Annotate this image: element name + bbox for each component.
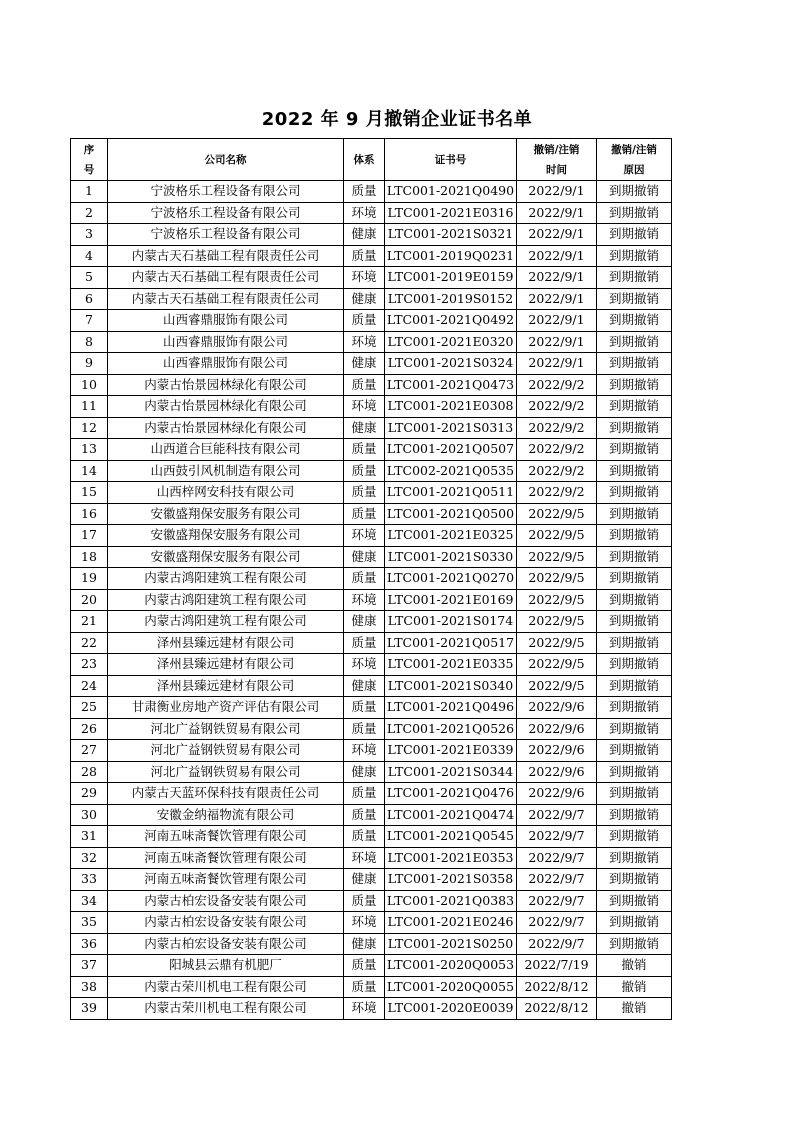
table-row bbox=[71, 439, 672, 461]
page-title: 2022 年 9 月撤销企业证书名单 bbox=[261, 109, 533, 130]
table-row bbox=[71, 826, 672, 848]
cell-system: 质量 bbox=[344, 697, 385, 719]
cell-cert: LTC001-2021Q0383 bbox=[385, 890, 517, 912]
table-row bbox=[71, 783, 672, 805]
cell-company: 内蒙古鸿阳建筑工程有限公司 bbox=[108, 611, 344, 633]
table-row bbox=[71, 202, 672, 224]
cell-system: 质量 bbox=[344, 439, 385, 461]
cell-date: 2022/9/7 bbox=[517, 912, 597, 934]
cell-reason: 到期撤销 bbox=[597, 568, 672, 590]
cell-no: 19 bbox=[71, 568, 108, 590]
cell-cert: LTC001-2021S0321 bbox=[385, 224, 517, 246]
table-row bbox=[71, 396, 672, 418]
revoked-certificates-table bbox=[70, 138, 672, 1020]
cell-system: 环境 bbox=[344, 331, 385, 353]
cell-date: 2022/9/1 bbox=[517, 310, 597, 332]
cell-date: 2022/9/7 bbox=[517, 847, 597, 869]
cell-date: 2022/9/5 bbox=[517, 568, 597, 590]
cell-system: 健康 bbox=[344, 546, 385, 568]
cell-no: 16 bbox=[71, 503, 108, 525]
cell-no: 15 bbox=[71, 482, 108, 504]
cell-system: 环境 bbox=[344, 847, 385, 869]
table-row bbox=[71, 288, 672, 310]
cell-company: 内蒙古荣川机电工程有限公司 bbox=[108, 998, 344, 1020]
header-cert: 证书号 bbox=[385, 139, 517, 181]
cell-company: 安徽盛翔保安服务有限公司 bbox=[108, 525, 344, 547]
cell-reason: 到期撤销 bbox=[597, 783, 672, 805]
cell-cert: LTC001-2019Q0231 bbox=[385, 245, 517, 267]
cell-date: 2022/9/5 bbox=[517, 675, 597, 697]
header-system: 体系 bbox=[344, 139, 385, 181]
cell-reason: 到期撤销 bbox=[597, 933, 672, 955]
cell-system: 环境 bbox=[344, 589, 385, 611]
cell-date: 2022/9/6 bbox=[517, 740, 597, 762]
cell-date: 2022/9/7 bbox=[517, 933, 597, 955]
table-row bbox=[71, 460, 672, 482]
cell-company: 内蒙古荣川机电工程有限公司 bbox=[108, 976, 344, 998]
table-row bbox=[71, 912, 672, 934]
cell-reason: 到期撤销 bbox=[597, 202, 672, 224]
cell-reason: 到期撤销 bbox=[597, 546, 672, 568]
cell-system: 健康 bbox=[344, 611, 385, 633]
table-row bbox=[71, 632, 672, 654]
cell-company: 甘肃衡业房地产资产评估有限公司 bbox=[108, 697, 344, 719]
cell-no: 34 bbox=[71, 890, 108, 912]
cell-date: 2022/9/5 bbox=[517, 654, 597, 676]
cell-no: 23 bbox=[71, 654, 108, 676]
cell-system: 环境 bbox=[344, 912, 385, 934]
cell-reason: 到期撤销 bbox=[597, 439, 672, 461]
cell-reason: 到期撤销 bbox=[597, 804, 672, 826]
cell-no: 27 bbox=[71, 740, 108, 762]
cell-cert: LTC001-2021Q0473 bbox=[385, 374, 517, 396]
cell-date: 2022/9/2 bbox=[517, 439, 597, 461]
cell-no: 6 bbox=[71, 288, 108, 310]
table-row bbox=[71, 482, 672, 504]
cell-system: 健康 bbox=[344, 353, 385, 375]
table-row bbox=[71, 503, 672, 525]
table-header-row bbox=[71, 139, 672, 181]
cell-reason: 到期撤销 bbox=[597, 245, 672, 267]
cell-reason: 到期撤销 bbox=[597, 288, 672, 310]
header-time: 撤销/注销 时间 bbox=[517, 139, 597, 181]
cell-reason: 到期撤销 bbox=[597, 374, 672, 396]
cell-company: 内蒙古天石基础工程有限责任公司 bbox=[108, 267, 344, 289]
cell-cert: LTC001-2021S0174 bbox=[385, 611, 517, 633]
cell-company: 内蒙古天蓝环保科技有限责任公司 bbox=[108, 783, 344, 805]
cell-date: 2022/9/7 bbox=[517, 890, 597, 912]
cell-system: 质量 bbox=[344, 245, 385, 267]
cell-date: 2022/9/2 bbox=[517, 374, 597, 396]
cell-reason: 撤销 bbox=[597, 976, 672, 998]
cell-company: 河北广益钢铁贸易有限公司 bbox=[108, 761, 344, 783]
cell-reason: 到期撤销 bbox=[597, 525, 672, 547]
cell-system: 环境 bbox=[344, 740, 385, 762]
cell-company: 山西梓网安科技有限公司 bbox=[108, 482, 344, 504]
table-row bbox=[71, 675, 672, 697]
cell-system: 环境 bbox=[344, 396, 385, 418]
cell-date: 2022/9/5 bbox=[517, 611, 597, 633]
cell-date: 2022/9/5 bbox=[517, 546, 597, 568]
cell-company: 安徽盛翔保安服务有限公司 bbox=[108, 546, 344, 568]
cell-cert: LTC001-2021E0246 bbox=[385, 912, 517, 934]
cell-company: 泽州县臻远建材有限公司 bbox=[108, 675, 344, 697]
cell-date: 2022/9/7 bbox=[517, 804, 597, 826]
cell-no: 4 bbox=[71, 245, 108, 267]
cell-date: 2022/9/5 bbox=[517, 589, 597, 611]
cell-company: 内蒙古怡景园林绿化有限公司 bbox=[108, 374, 344, 396]
table-row bbox=[71, 374, 672, 396]
cell-date: 2022/9/7 bbox=[517, 869, 597, 891]
cell-reason: 到期撤销 bbox=[597, 890, 672, 912]
table-row bbox=[71, 697, 672, 719]
cell-company: 安徽盛翔保安服务有限公司 bbox=[108, 503, 344, 525]
cell-no: 12 bbox=[71, 417, 108, 439]
cell-company: 内蒙古怡景园林绿化有限公司 bbox=[108, 396, 344, 418]
cell-date: 2022/9/1 bbox=[517, 181, 597, 203]
cell-reason: 撤销 bbox=[597, 998, 672, 1020]
table-row bbox=[71, 310, 672, 332]
cell-system: 环境 bbox=[344, 202, 385, 224]
cell-cert: LTC001-2021E0339 bbox=[385, 740, 517, 762]
table-row bbox=[71, 546, 672, 568]
cell-cert: LTC001-2019S0152 bbox=[385, 288, 517, 310]
cell-company: 山西睿鼎服饰有限公司 bbox=[108, 331, 344, 353]
cell-system: 环境 bbox=[344, 267, 385, 289]
cell-company: 宁波格乐工程设备有限公司 bbox=[108, 202, 344, 224]
cell-company: 山西睿鼎服饰有限公司 bbox=[108, 310, 344, 332]
cell-cert: LTC001-2021S0250 bbox=[385, 933, 517, 955]
table-row bbox=[71, 847, 672, 869]
table-row bbox=[71, 804, 672, 826]
cell-reason: 到期撤销 bbox=[597, 331, 672, 353]
table-row bbox=[71, 761, 672, 783]
table-row bbox=[71, 267, 672, 289]
cell-no: 7 bbox=[71, 310, 108, 332]
cell-no: 1 bbox=[71, 181, 108, 203]
cell-company: 内蒙古鸿阳建筑工程有限公司 bbox=[108, 589, 344, 611]
cell-system: 质量 bbox=[344, 632, 385, 654]
cell-system: 健康 bbox=[344, 869, 385, 891]
cell-company: 内蒙古天石基础工程有限责任公司 bbox=[108, 288, 344, 310]
cell-no: 29 bbox=[71, 783, 108, 805]
cell-company: 宁波格乐工程设备有限公司 bbox=[108, 224, 344, 246]
cell-no: 24 bbox=[71, 675, 108, 697]
cell-system: 健康 bbox=[344, 933, 385, 955]
cell-cert: LTC001-2021S0330 bbox=[385, 546, 517, 568]
cell-cert: LTC001-2021S0313 bbox=[385, 417, 517, 439]
cell-reason: 到期撤销 bbox=[597, 826, 672, 848]
cell-cert: LTC001-2021Q0492 bbox=[385, 310, 517, 332]
cell-system: 质量 bbox=[344, 976, 385, 998]
cell-cert: LTC001-2021E0316 bbox=[385, 202, 517, 224]
table-row bbox=[71, 224, 672, 246]
cell-cert: LTC002-2021Q0535 bbox=[385, 460, 517, 482]
cell-company: 内蒙古柏宏设备安装有限公司 bbox=[108, 890, 344, 912]
cell-date: 2022/9/5 bbox=[517, 503, 597, 525]
cell-cert: LTC001-2021S0340 bbox=[385, 675, 517, 697]
cell-reason: 到期撤销 bbox=[597, 675, 672, 697]
cell-date: 2022/7/19 bbox=[517, 955, 597, 977]
cell-company: 宁波格乐工程设备有限公司 bbox=[108, 181, 344, 203]
table-row bbox=[71, 245, 672, 267]
cell-company: 安徽金纳福物流有限公司 bbox=[108, 804, 344, 826]
cell-no: 35 bbox=[71, 912, 108, 934]
table-row bbox=[71, 417, 672, 439]
cell-cert: LTC001-2021Q0490 bbox=[385, 181, 517, 203]
cell-company: 山西鼓引风机制造有限公司 bbox=[108, 460, 344, 482]
cell-cert: LTC001-2021Q0511 bbox=[385, 482, 517, 504]
cell-no: 31 bbox=[71, 826, 108, 848]
cell-no: 9 bbox=[71, 353, 108, 375]
cell-company: 河南五味斋餐饮管理有限公司 bbox=[108, 869, 344, 891]
cell-date: 2022/9/2 bbox=[517, 482, 597, 504]
cell-company: 内蒙古柏宏设备安装有限公司 bbox=[108, 912, 344, 934]
cell-date: 2022/9/5 bbox=[517, 525, 597, 547]
cell-cert: LTC001-2020E0039 bbox=[385, 998, 517, 1020]
cell-system: 健康 bbox=[344, 675, 385, 697]
cell-no: 22 bbox=[71, 632, 108, 654]
cell-company: 阳城县云鼎有机肥厂 bbox=[108, 955, 344, 977]
cell-system: 质量 bbox=[344, 890, 385, 912]
table-row bbox=[71, 611, 672, 633]
cell-reason: 撤销 bbox=[597, 955, 672, 977]
cell-no: 32 bbox=[71, 847, 108, 869]
cell-cert: LTC001-2021E0325 bbox=[385, 525, 517, 547]
cell-system: 健康 bbox=[344, 417, 385, 439]
cell-cert: LTC001-2021Q0474 bbox=[385, 804, 517, 826]
cell-no: 39 bbox=[71, 998, 108, 1020]
table-row bbox=[71, 869, 672, 891]
cell-no: 18 bbox=[71, 546, 108, 568]
cell-date: 2022/9/2 bbox=[517, 396, 597, 418]
cell-no: 17 bbox=[71, 525, 108, 547]
cell-system: 质量 bbox=[344, 804, 385, 826]
table-row bbox=[71, 976, 672, 998]
cell-no: 30 bbox=[71, 804, 108, 826]
cell-date: 2022/9/1 bbox=[517, 331, 597, 353]
cell-system: 质量 bbox=[344, 718, 385, 740]
cell-no: 20 bbox=[71, 589, 108, 611]
cell-date: 2022/8/12 bbox=[517, 976, 597, 998]
cell-system: 健康 bbox=[344, 761, 385, 783]
cell-date: 2022/9/1 bbox=[517, 202, 597, 224]
cell-date: 2022/9/6 bbox=[517, 697, 597, 719]
cell-no: 10 bbox=[71, 374, 108, 396]
cell-no: 33 bbox=[71, 869, 108, 891]
cell-cert: LTC001-2021Q0270 bbox=[385, 568, 517, 590]
cell-no: 11 bbox=[71, 396, 108, 418]
cell-cert: LTC001-2021Q0500 bbox=[385, 503, 517, 525]
cell-reason: 到期撤销 bbox=[597, 589, 672, 611]
cell-reason: 到期撤销 bbox=[597, 181, 672, 203]
table-row bbox=[71, 589, 672, 611]
cell-cert: LTC001-2021Q0545 bbox=[385, 826, 517, 848]
cell-reason: 到期撤销 bbox=[597, 761, 672, 783]
cell-reason: 到期撤销 bbox=[597, 417, 672, 439]
cell-no: 37 bbox=[71, 955, 108, 977]
cell-cert: LTC001-2021Q0526 bbox=[385, 718, 517, 740]
cell-company: 内蒙古天石基础工程有限责任公司 bbox=[108, 245, 344, 267]
cell-reason: 到期撤销 bbox=[597, 353, 672, 375]
cell-reason: 到期撤销 bbox=[597, 632, 672, 654]
cell-reason: 到期撤销 bbox=[597, 482, 672, 504]
cell-reason: 到期撤销 bbox=[597, 847, 672, 869]
cell-date: 2022/9/7 bbox=[517, 826, 597, 848]
cell-cert: LTC001-2021E0308 bbox=[385, 396, 517, 418]
cell-system: 质量 bbox=[344, 181, 385, 203]
cell-date: 2022/9/1 bbox=[517, 224, 597, 246]
cell-cert: LTC001-2021Q0496 bbox=[385, 697, 517, 719]
cell-cert: LTC001-2021S0324 bbox=[385, 353, 517, 375]
cell-no: 21 bbox=[71, 611, 108, 633]
cell-reason: 到期撤销 bbox=[597, 654, 672, 676]
cell-cert: LTC001-2021E0335 bbox=[385, 654, 517, 676]
cell-system: 健康 bbox=[344, 288, 385, 310]
cell-reason: 到期撤销 bbox=[597, 912, 672, 934]
cell-no: 8 bbox=[71, 331, 108, 353]
cell-company: 山西道合巨能科技有限公司 bbox=[108, 439, 344, 461]
cell-cert: LTC001-2021E0320 bbox=[385, 331, 517, 353]
cell-reason: 到期撤销 bbox=[597, 224, 672, 246]
cell-date: 2022/9/1 bbox=[517, 353, 597, 375]
cell-no: 28 bbox=[71, 761, 108, 783]
cell-reason: 到期撤销 bbox=[597, 869, 672, 891]
table-row bbox=[71, 181, 672, 203]
table-body bbox=[71, 181, 672, 1020]
table-row bbox=[71, 955, 672, 977]
table-row bbox=[71, 353, 672, 375]
cell-cert: LTC001-2021E0169 bbox=[385, 589, 517, 611]
table-row bbox=[71, 933, 672, 955]
table-row bbox=[71, 890, 672, 912]
cell-reason: 到期撤销 bbox=[597, 611, 672, 633]
cell-system: 质量 bbox=[344, 568, 385, 590]
cell-no: 2 bbox=[71, 202, 108, 224]
cell-system: 环境 bbox=[344, 998, 385, 1020]
cell-date: 2022/9/2 bbox=[517, 460, 597, 482]
table-row bbox=[71, 654, 672, 676]
cell-system: 环境 bbox=[344, 654, 385, 676]
cell-cert: LTC001-2021E0353 bbox=[385, 847, 517, 869]
cell-reason: 到期撤销 bbox=[597, 503, 672, 525]
table-row bbox=[71, 525, 672, 547]
cell-cert: LTC001-2021S0358 bbox=[385, 869, 517, 891]
cell-cert: LTC001-2021Q0517 bbox=[385, 632, 517, 654]
cell-date: 2022/9/6 bbox=[517, 761, 597, 783]
cell-cert: LTC001-2021S0344 bbox=[385, 761, 517, 783]
cell-company: 泽州县臻远建材有限公司 bbox=[108, 654, 344, 676]
cell-system: 质量 bbox=[344, 955, 385, 977]
cell-system: 环境 bbox=[344, 525, 385, 547]
cell-system: 质量 bbox=[344, 783, 385, 805]
cell-date: 2022/8/12 bbox=[517, 998, 597, 1020]
cell-no: 26 bbox=[71, 718, 108, 740]
table-row bbox=[71, 331, 672, 353]
cell-no: 14 bbox=[71, 460, 108, 482]
cell-no: 25 bbox=[71, 697, 108, 719]
cell-cert: LTC001-2021Q0507 bbox=[385, 439, 517, 461]
cell-cert: LTC001-2019E0159 bbox=[385, 267, 517, 289]
cell-cert: LTC001-2020Q0053 bbox=[385, 955, 517, 977]
header-company: 公司名称 bbox=[108, 139, 344, 181]
cell-cert: LTC001-2020Q0055 bbox=[385, 976, 517, 998]
cell-reason: 到期撤销 bbox=[597, 460, 672, 482]
cell-no: 13 bbox=[71, 439, 108, 461]
cell-company: 内蒙古鸿阳建筑工程有限公司 bbox=[108, 568, 344, 590]
cell-company: 河南五味斋餐饮管理有限公司 bbox=[108, 826, 344, 848]
table-row bbox=[71, 998, 672, 1020]
cell-date: 2022/9/1 bbox=[517, 245, 597, 267]
table-row bbox=[71, 740, 672, 762]
cell-no: 36 bbox=[71, 933, 108, 955]
cell-company: 内蒙古柏宏设备安装有限公司 bbox=[108, 933, 344, 955]
cell-system: 质量 bbox=[344, 374, 385, 396]
cell-reason: 到期撤销 bbox=[597, 396, 672, 418]
header-no: 序 号 bbox=[71, 139, 108, 181]
cell-company: 河北广益钢铁贸易有限公司 bbox=[108, 718, 344, 740]
cell-date: 2022/9/1 bbox=[517, 288, 597, 310]
cell-reason: 到期撤销 bbox=[597, 697, 672, 719]
cell-no: 5 bbox=[71, 267, 108, 289]
cell-company: 河南五味斋餐饮管理有限公司 bbox=[108, 847, 344, 869]
cell-company: 泽州县臻远建材有限公司 bbox=[108, 632, 344, 654]
cell-reason: 到期撤销 bbox=[597, 310, 672, 332]
table-row bbox=[71, 568, 672, 590]
cell-system: 质量 bbox=[344, 310, 385, 332]
cell-date: 2022/9/1 bbox=[517, 267, 597, 289]
cell-no: 38 bbox=[71, 976, 108, 998]
cell-system: 质量 bbox=[344, 460, 385, 482]
cell-system: 健康 bbox=[344, 224, 385, 246]
cell-reason: 到期撤销 bbox=[597, 267, 672, 289]
cell-system: 质量 bbox=[344, 503, 385, 525]
cell-date: 2022/9/5 bbox=[517, 632, 597, 654]
header-reason: 撤销/注销 原因 bbox=[597, 139, 672, 181]
cell-system: 质量 bbox=[344, 482, 385, 504]
cell-cert: LTC001-2021Q0476 bbox=[385, 783, 517, 805]
cell-company: 山西睿鼎服饰有限公司 bbox=[108, 353, 344, 375]
table-row bbox=[71, 718, 672, 740]
cell-company: 河北广益钢铁贸易有限公司 bbox=[108, 740, 344, 762]
cell-company: 内蒙古怡景园林绿化有限公司 bbox=[108, 417, 344, 439]
cell-reason: 到期撤销 bbox=[597, 718, 672, 740]
cell-reason: 到期撤销 bbox=[597, 740, 672, 762]
cell-date: 2022/9/6 bbox=[517, 783, 597, 805]
cell-no: 3 bbox=[71, 224, 108, 246]
cell-system: 质量 bbox=[344, 826, 385, 848]
cell-date: 2022/9/6 bbox=[517, 718, 597, 740]
cell-date: 2022/9/2 bbox=[517, 417, 597, 439]
